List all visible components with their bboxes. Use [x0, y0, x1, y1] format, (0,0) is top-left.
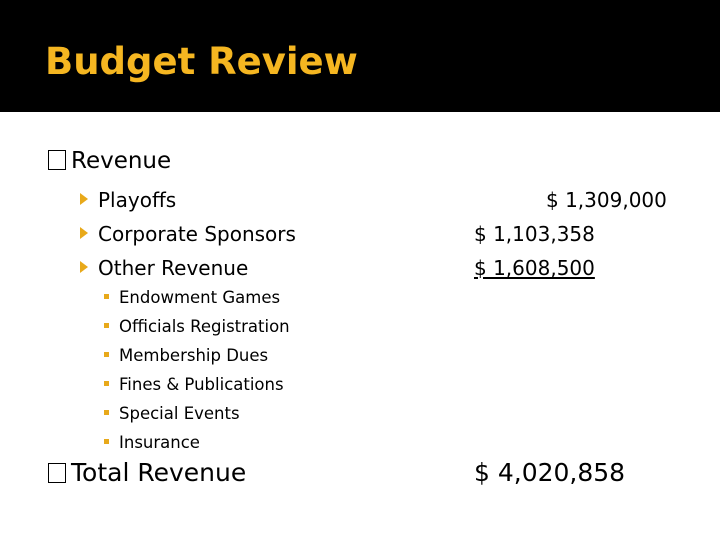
- square-bullet-icon: [104, 410, 109, 415]
- triangle-bullet-icon: [80, 261, 88, 273]
- triangle-bullet-icon: [80, 193, 88, 205]
- revenue-item-playoffs: [80, 188, 176, 212]
- revenue-item-amount: $ 1,608,500: [474, 256, 595, 280]
- total-revenue-amount: $ 4,020,858: [474, 458, 626, 487]
- square-bullet-icon: [104, 294, 109, 299]
- bullet-box-icon: [48, 463, 66, 483]
- square-bullet-icon: [104, 352, 109, 357]
- subitem-label: Insurance: [119, 433, 200, 452]
- subitem-label: Fines & Publications: [119, 375, 284, 394]
- total-revenue: [48, 458, 246, 487]
- revenue-item-corporate-sponsors: [80, 222, 296, 246]
- other-revenue-subitem: [104, 433, 200, 452]
- revenue-item-label: Playoffs: [98, 188, 177, 212]
- bullet-box-icon: [48, 150, 66, 170]
- subitem-label: Special Events: [119, 404, 240, 423]
- triangle-bullet-icon: [80, 227, 88, 239]
- other-revenue-subitem: [104, 288, 280, 307]
- square-bullet-icon: [104, 439, 109, 444]
- revenue-heading-label: Revenue: [71, 148, 172, 174]
- revenue-item-other-revenue: [80, 256, 248, 280]
- slide-title: Budget Review: [45, 40, 358, 83]
- other-revenue-subitem: [104, 404, 240, 423]
- slide-header: [0, 0, 720, 112]
- total-revenue-label: Total Revenue: [71, 458, 247, 487]
- revenue-item-label: Corporate Sponsors: [98, 222, 296, 246]
- other-revenue-subitem: [104, 346, 268, 365]
- other-revenue-subitem: [104, 317, 290, 336]
- revenue-item-label: Other Revenue: [98, 256, 249, 280]
- square-bullet-icon: [104, 381, 109, 386]
- subitem-label: Membership Dues: [119, 346, 269, 365]
- slide-body: [0, 112, 720, 540]
- revenue-item-amount: $ 1,309,000: [546, 188, 667, 212]
- square-bullet-icon: [104, 323, 109, 328]
- subitem-label: Officials Registration: [119, 317, 290, 336]
- revenue-item-amount: $ 1,103,358: [474, 222, 595, 246]
- other-revenue-subitem: [104, 375, 284, 394]
- revenue-heading: [48, 148, 171, 174]
- subitem-label: Endowment Games: [119, 288, 281, 307]
